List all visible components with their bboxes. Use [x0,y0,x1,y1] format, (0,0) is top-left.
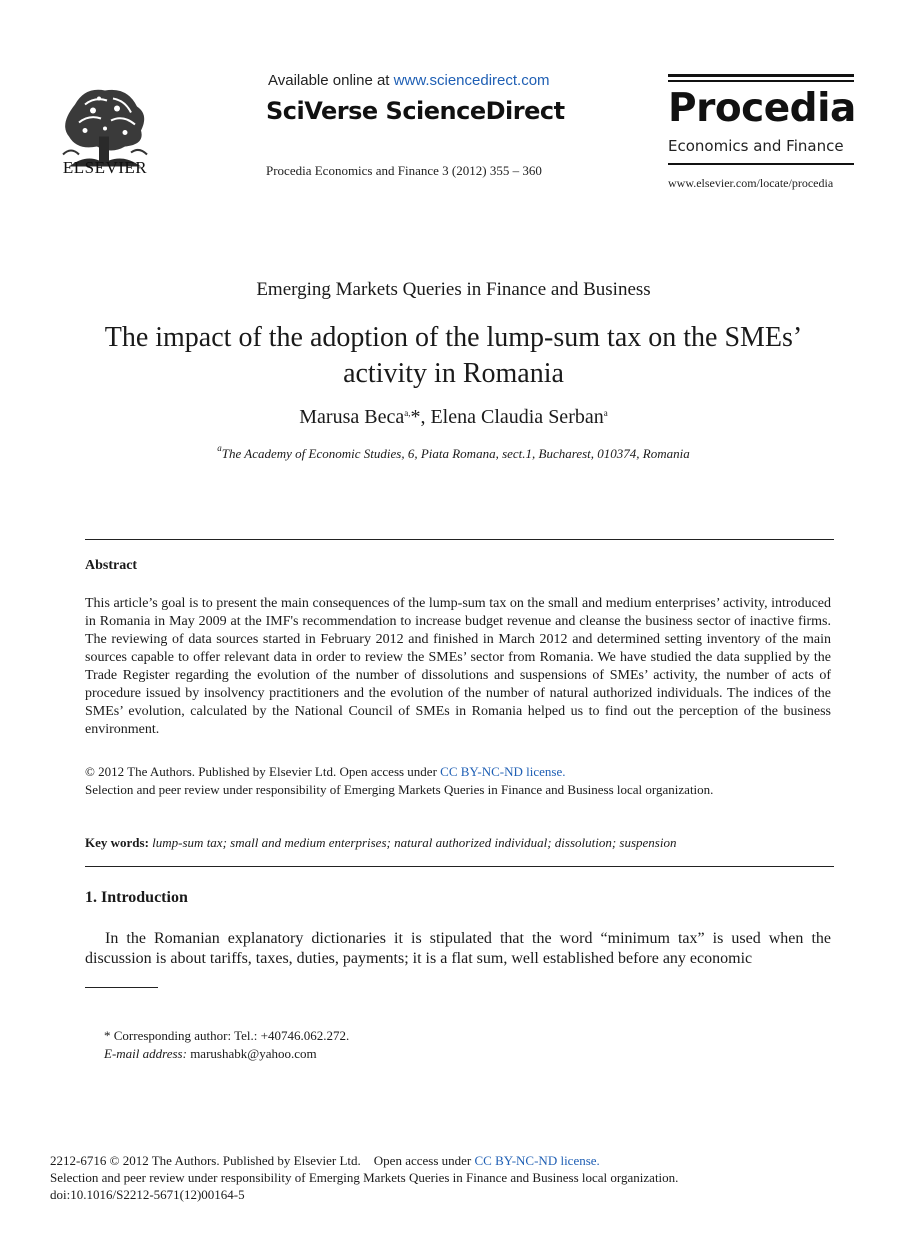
journal-citation: Procedia Economics and Finance 3 (2012) 355 – 360 [266,163,542,178]
author-1-affil-mark: a, [404,408,411,418]
divider-top [85,539,834,540]
author-separator: , [420,406,431,428]
footer-copyright: 2212-6716 © 2012 The Authors. Published by Elsevier Ltd. Open access under [50,1153,475,1168]
author-2-affil-mark: a [603,408,608,418]
available-prefix: Available online at [268,72,394,89]
author-1: Marusa Beca [299,406,405,428]
brand-rule-top [668,74,854,77]
conference-name: Emerging Markets Queries in Finance and Business [256,279,651,300]
introduction-paragraph: In the Romanian explanatory dictionaries it is stipulated that the word “minimum tax” is used when the discussion is about tariffs, taxes, duties, payments; it is a flat sum, well established before any economic [85,930,831,967]
available-online [268,72,550,89]
footer-issn-line [50,1153,600,1169]
article-title [60,320,847,392]
author-list [0,406,907,429]
email-note [104,1046,317,1062]
corresponding-author-note: * Corresponding author: Tel.: +40746.062.272. [104,1028,350,1043]
abstract-text: This article’s goal is to present the main consequences of the lump-sum tax on the small and medium enterprises’ activity, introduced in Romania in May 2009 at the IMF's recommendation to increase budget revenue and cleanse the business sector of inactive firms. The reviewing of data sources started in February 2012 and finished in March 2012 and determined setting inventory of the main sources capable to offer relevant data in order to review the SMEs’ sector from Romania. We have studied the data supplied by the Trade Register regarding the evolution of the number of dissolutions and suspensions of SMEs’ activity, the number of acts of procedure issued by insolvency practitioners and the evolution of the number of natural authorized individuals. The indices of the SMEs’ evolution, calculated by the National Council of SMEs in Romania helped us to find out the perception of the business environment. [85,596,831,737]
keywords-label: Key words: [85,835,149,850]
license-link[interactable]: CC BY-NC-ND license. [440,764,566,779]
platform-name: SciVerse ScienceDirect [266,97,565,125]
affiliation [0,443,907,462]
copyright-line [85,763,565,781]
email-address[interactable]: marushabk@yahoo.com [186,1046,317,1061]
abstract-heading: Abstract [85,558,138,573]
journal-brand: Procedia [668,86,856,131]
copyright-text: © 2012 The Authors. Published by Elsevier Ltd. Open access under [85,764,441,779]
footer-license-link[interactable]: CC BY-NC-ND license. [474,1153,600,1168]
title-line-2: activity in Romania [343,358,564,389]
footer-selection-note: Selection and peer review under responsibility of Emerging Markets Queries in Finance and Business local organization. [50,1170,679,1185]
brand-rule-bottom [668,163,854,165]
keywords [85,835,676,851]
journal-url[interactable]: www.elsevier.com/locate/procedia [668,176,834,190]
title-line-1: The impact of the adoption of the lump-sum tax on the SMEs’ [104,322,803,353]
footer-doi[interactable]: doi:10.1016/S2212-5671(12)00164-5 [50,1187,245,1202]
affiliation-mark: a [217,443,222,453]
email-label: E-mail address: [104,1046,187,1061]
corresponding-star: * [410,406,421,428]
author-2: Elena Claudia Serban [430,406,604,428]
divider-keywords [85,866,834,867]
sciencedirect-link[interactable]: www.sciencedirect.com [393,72,550,89]
brand-rule-top-thin [668,80,854,82]
selection-note: Selection and peer review under responsibility of Emerging Markets Queries in Finance and Business local organization. [85,782,714,797]
keywords-text: lump-sum tax; small and medium enterprises; natural authorized individual; dissolution; suspension [152,835,677,850]
journal-brand-subtitle: Economics and Finance [668,137,844,155]
section-heading-introduction: 1. Introduction [85,889,188,906]
affiliation-text: The Academy of Economic Studies, 6, Piata Romana, sect.1, Bucharest, 010374, Romania [221,446,690,461]
elsevier-wordmark: ELSEVIER [62,158,148,177]
footnote-rule [85,987,158,988]
